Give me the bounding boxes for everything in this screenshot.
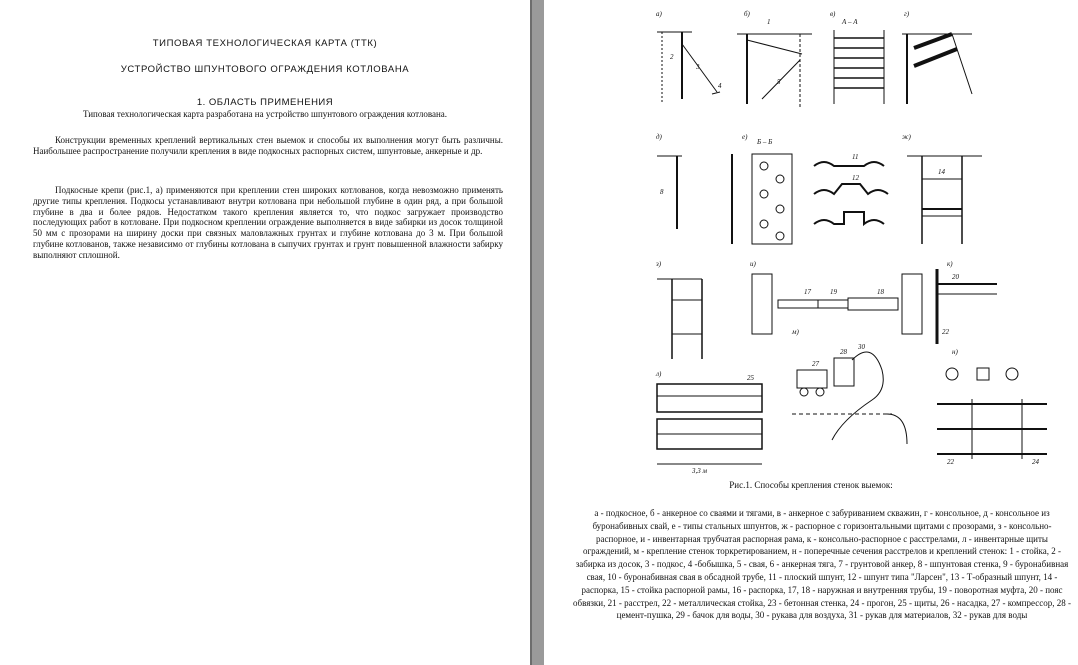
panel-n-drawing	[937, 348, 1047, 466]
svg-text:17: 17	[804, 288, 811, 296]
svg-text:8: 8	[660, 188, 664, 196]
section-label-aa: А – А	[842, 18, 858, 26]
document-title: ТИПОВАЯ ТЕХНОЛОГИЧЕСКАЯ КАРТА (ТТК)	[152, 38, 378, 49]
paragraph-1: Конструкции временных креплений вертикальных стен выемок и способы их выполнения могут быть различны. Наибольшее распространение получили крепления в виде подкосных распорных систем, шпунтовые, анкерные и др.	[33, 135, 503, 156]
panel-letter-l: л)	[656, 370, 662, 378]
panel-letter-a: а)	[656, 10, 662, 18]
svg-text:18: 18	[877, 288, 884, 296]
panel-letter-zh: ж)	[902, 133, 911, 141]
svg-text:22: 22	[947, 458, 954, 466]
svg-text:5: 5	[777, 78, 781, 86]
svg-text:30: 30	[858, 343, 865, 351]
svg-text:22: 22	[942, 328, 949, 336]
svg-text:1: 1	[767, 18, 771, 26]
panel-letter-m: м)	[792, 328, 799, 336]
panel-l-drawing	[655, 370, 762, 474]
panel-shpunt-types	[814, 153, 888, 224]
panel-letter-n: н)	[952, 348, 958, 356]
panel-m-drawing	[791, 328, 907, 444]
svg-text:24: 24	[1032, 458, 1039, 466]
panel-letter-i: и)	[750, 260, 756, 268]
svg-text:2: 2	[670, 53, 674, 61]
figure-drawing	[652, 4, 1072, 474]
panel-e-drawing	[732, 133, 792, 244]
panel-a-drawing	[656, 10, 722, 104]
svg-text:20: 20	[952, 273, 959, 281]
panel-letter-z: з)	[656, 260, 662, 268]
svg-text:11: 11	[852, 153, 859, 161]
panel-letter-b: б)	[744, 10, 750, 18]
svg-text:14: 14	[938, 168, 945, 176]
panel-g-drawing	[902, 10, 972, 104]
svg-text:28: 28	[840, 348, 847, 356]
svg-text:27: 27	[812, 360, 819, 368]
section-intro: Типовая технологическая карта разработана на устройство шпунтового ограждения котлована.	[82, 109, 448, 119]
svg-text:3: 3	[696, 63, 700, 71]
section-label-bb: Б – Б	[757, 138, 773, 146]
panel-letter-d: д)	[656, 133, 662, 141]
panel-b-drawing	[737, 10, 812, 109]
paragraph-2: Подкосные крепи (рис.1, а) применяются при креплении стен широких котлованов, когда невозможно применять другие типы крепления. Подкосы устанавливают внутри котлована при небольшой глубине в один ряд, а при большой глубине в два и более рядов. Недостатком такого крепления является то, что подкос загружает производство последующих работ в котловане. При подкосном креплении ограждение выполняется в виде забирки из досок толщиной 50 мм с прозорами на ширину доски при связных маловлажных грунтах и глубине котлована до 3 м. При большой глубине котлованов, также независимо от глубины котлована в сыпучих грунтах и грунт повышенной влажности забирку выполняют сплошной.	[33, 185, 503, 260]
document-subtitle: УСТРОЙСТВО ШПУНТОВОГО ОГРАЖДЕНИЯ КОТЛОВАНА	[120, 64, 410, 75]
panel-k-drawing	[937, 260, 997, 344]
svg-text:12: 12	[852, 174, 859, 182]
figure-caption: Рис.1. Способы крепления стенок выемок:	[729, 480, 893, 490]
right-page	[544, 0, 1078, 665]
section-heading: 1. ОБЛАСТЬ ПРИМЕНЕНИЯ	[196, 97, 334, 108]
panel-zh-drawing	[902, 133, 982, 244]
svg-text:25: 25	[747, 374, 754, 382]
svg-text:4: 4	[718, 82, 722, 90]
left-page	[0, 0, 530, 665]
panel-letter-g: г)	[904, 10, 910, 18]
page-gutter	[530, 0, 544, 665]
dimension-label: 3,3 м	[692, 467, 707, 474]
panel-letter-k: к)	[947, 260, 953, 268]
panel-d-drawing	[656, 133, 682, 229]
svg-text:19: 19	[830, 288, 837, 296]
figure-legend: а - подкосное, б - анкерное со сваями и тягами, в - анкерное с забуриванием скважин, г - консольное, д - консольное из буронабивных свай, е - типы стальных шпунтов, ж - распорное с горизонтальными щитами с прозорами, з - консольно-распорное, и - инвентарная трубчатая распорная рама, к - консольно-распорное с расстрелами, л - инвентарные щиты ограждений, м - крепление стенок торкретированием, н - поперечные сечения расстрелов и креплений стенок: 1 - стойка, 2 - забирка из досок, 3 - подкос, 4 -бобышка, 5 - свая, 6 - анкерная тяга, 7 - грунтовой анкер, 8 - шпунтовая стенка, 9 - буронабивная свая, 10 - буронабивная свая в обсадной трубе, 11 - плоский шпунт, 12 - шпунт типа "Ларсен", 13 - Т-образный шпунт, 14 - распорка, 15 - стойка распорной рамы, 16 - распорка, 17, 18 - наружная и внутренняя трубы, 19 - поворотная муфта, 20 - пояс обвязки, 21 - расстрел, 22 - металлическая стойка, 23 - бетонная стенка, 24 - прогон, 25 - щиты, 26 - насадка, 27 - компрессор, 28 - цемент-пушка, 29 - бачок для воды, 30 - рукава для воздуха, 31 - рукав для материалов, 32 - рукав для воды	[573, 508, 1071, 621]
panel-z-drawing	[655, 260, 702, 359]
panel-letter-v: в)	[830, 10, 836, 18]
panel-i-drawing	[750, 260, 922, 334]
panel-letter-e: е)	[742, 133, 748, 141]
panel-v-drawing	[830, 10, 884, 104]
